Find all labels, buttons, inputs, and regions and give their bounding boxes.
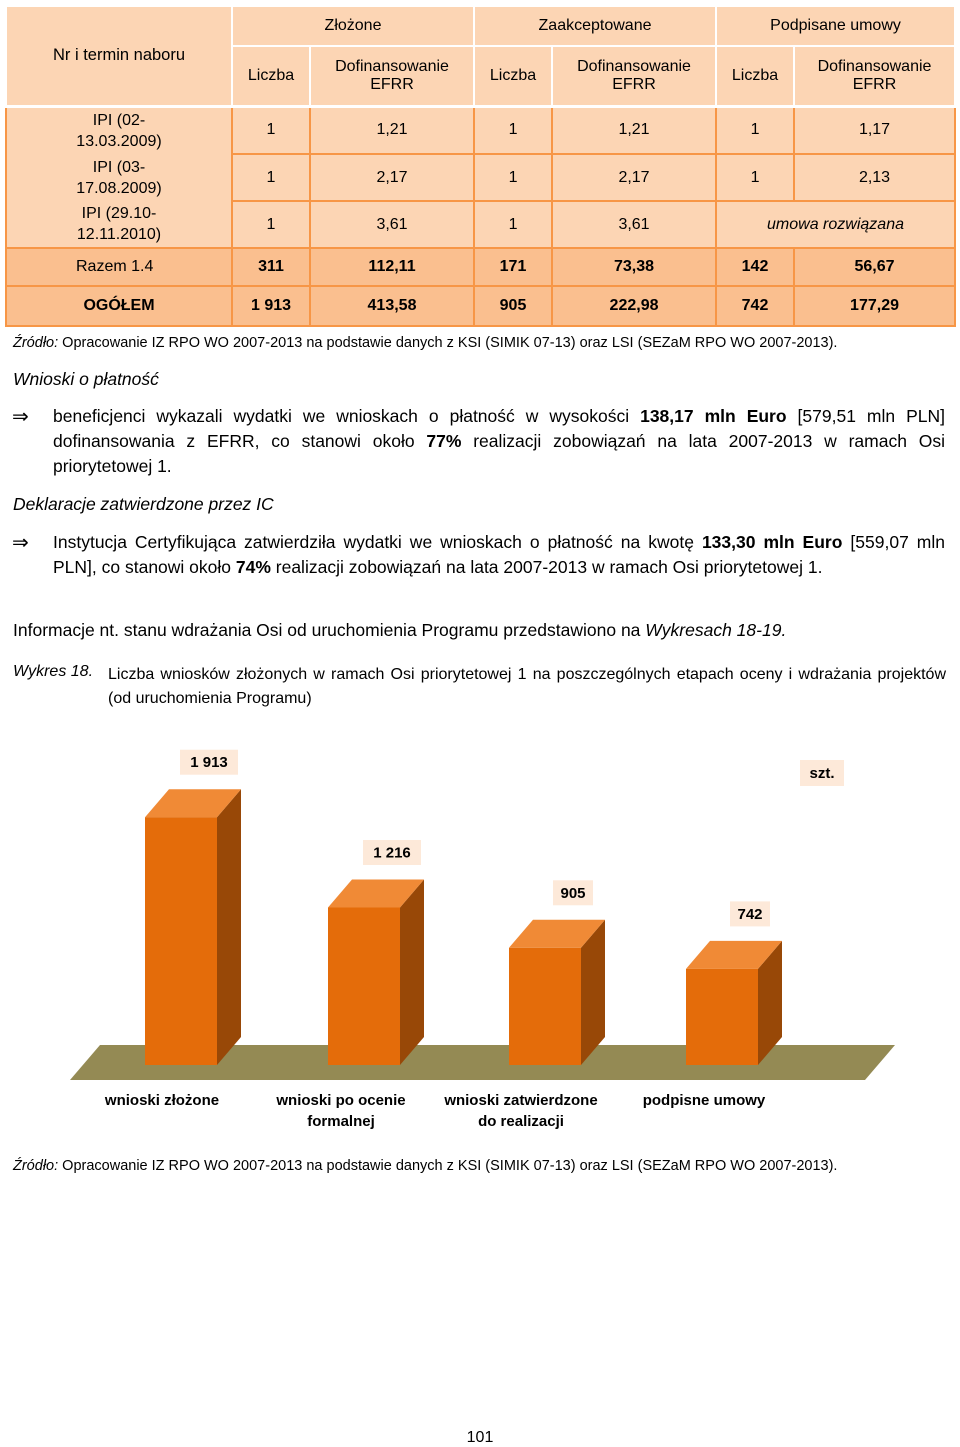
text-span: [559,07 mln PLN], co stanowi około xyxy=(53,532,945,577)
data-label-text: 1 913 xyxy=(190,754,228,772)
row-label: OGÓŁEM xyxy=(6,286,232,326)
bar-chart xyxy=(0,730,960,1170)
header-zaakceptowane: Zaakceptowane xyxy=(474,6,716,46)
table-cell: 112,11 xyxy=(310,248,474,286)
table-cell-merged-note: umowa rozwiązana xyxy=(716,201,955,248)
bold-amount: 138,17 mln Euro xyxy=(640,406,787,426)
data-label-text: 742 xyxy=(737,905,763,923)
header-liczba: Liczba xyxy=(716,46,794,106)
arrow-right-icon: ⇒ xyxy=(12,530,29,554)
table-cell: 1 xyxy=(474,201,552,248)
table-cell: 177,29 xyxy=(794,286,955,326)
table-cell: 3,61 xyxy=(552,201,716,248)
bar-front xyxy=(328,907,400,1065)
header-dofinansowanie: Dofinansowanie EFRR xyxy=(794,46,955,106)
table-cell: 311 xyxy=(232,248,310,286)
table-cell: 1,21 xyxy=(552,106,716,154)
bar-front xyxy=(509,948,581,1065)
bar-side xyxy=(400,879,424,1065)
info-text: Informacje nt. stanu wdrażania Osi od uruchomienia Programu przedstawiono na xyxy=(13,620,646,640)
data-label-text: 905 xyxy=(560,884,586,902)
table-row xyxy=(6,154,955,201)
table-cell: 1 xyxy=(232,201,310,248)
info-line xyxy=(13,620,786,641)
source-prefix: Źródło: xyxy=(13,1158,59,1174)
table-cell: 1,17 xyxy=(794,106,955,154)
header-dofinansowanie: Dofinansowanie EFRR xyxy=(310,46,474,106)
table-cell: 413,58 xyxy=(310,286,474,326)
table-cell: 73,38 xyxy=(552,248,716,286)
table-row xyxy=(6,201,955,248)
source-text: Opracowanie IZ RPO WO 2007-2013 na podstawie danych z KSI (SIMIK 07-13) oraz LSI (SEZaM RPO WO 2007-2013). xyxy=(58,1158,838,1174)
source-prefix: Źródło: xyxy=(13,335,59,351)
table-cell: 171 xyxy=(474,248,552,286)
table-cell: 1 xyxy=(232,154,310,201)
table-cell: 1 xyxy=(474,154,552,201)
bold-percent: 74% xyxy=(235,557,271,577)
bar xyxy=(145,789,241,1065)
source-text: Opracowanie IZ RPO WO 2007-2013 na podstawie danych z KSI (SIMIK 07-13) oraz LSI (SEZaM RPO WO 2007-2013). xyxy=(58,335,838,351)
table-cell: 905 xyxy=(474,286,552,326)
row-label: Razem 1.4 xyxy=(6,248,232,286)
table-cell: 1 xyxy=(716,106,794,154)
bar-front xyxy=(145,817,217,1065)
header-zlozone: Złożone xyxy=(232,6,474,46)
bar xyxy=(686,941,782,1065)
header-liczba: Liczba xyxy=(232,46,310,106)
results-table xyxy=(5,5,956,327)
total-row xyxy=(6,286,955,326)
bar-side xyxy=(217,789,241,1065)
info-reference: Wykresach 18-19. xyxy=(645,620,787,640)
data-label xyxy=(553,880,594,906)
header-liczba: Liczba xyxy=(474,46,552,106)
header-podpisane: Podpisane umowy xyxy=(716,6,955,46)
table-cell: 142 xyxy=(716,248,794,286)
data-label xyxy=(363,839,422,865)
figure-label: Wykres 18. xyxy=(13,663,94,680)
data-label xyxy=(180,749,239,775)
table-cell: 742 xyxy=(716,286,794,326)
text-span: realizacji zobowiązań na lata 2007-2013 w ramach Osi priorytetowej 1. xyxy=(53,431,945,476)
unit-label: szt. xyxy=(809,765,835,782)
paragraph-deklaracje xyxy=(53,530,945,580)
bar xyxy=(328,879,424,1065)
table-row xyxy=(6,106,955,154)
data-label xyxy=(730,901,771,927)
figure-caption: Liczba wniosków złożonych w ramach Osi priorytetowej 1 na poszczególnych etapach oceny i wdrażania projektów (od uruchomienia Programu) xyxy=(108,666,946,707)
table-cell: 2,17 xyxy=(310,154,474,201)
page-number: 101 xyxy=(466,1429,494,1446)
category-label: wnioski po ocenie formalnej xyxy=(276,1092,406,1130)
table-cell: 2,13 xyxy=(794,154,955,201)
table-cell: 1 xyxy=(232,106,310,154)
category-label: podpisne umowy xyxy=(642,1092,766,1109)
bold-amount: 133,30 mln Euro xyxy=(701,532,843,552)
row-label: IPI (29.10-12.11.2010) xyxy=(6,201,232,248)
bar xyxy=(509,920,605,1065)
text-span: beneficjenci wykazali wydatki we wnioskach o płatność w wysokości xyxy=(53,406,641,426)
arrow-right-icon: ⇒ xyxy=(12,404,29,428)
table-cell: 1 xyxy=(474,106,552,154)
data-label-text: 1 216 xyxy=(373,844,411,862)
table-source-note xyxy=(13,335,837,351)
row-label: IPI (02-13.03.2009) xyxy=(6,106,232,154)
table-cell: 3,61 xyxy=(310,201,474,248)
table-cell: 2,17 xyxy=(552,154,716,201)
row-label: IPI (03-17.08.2009) xyxy=(6,154,232,201)
paragraph-wnioski xyxy=(53,404,945,479)
header-dofinansowanie: Dofinansowanie EFRR xyxy=(552,46,716,106)
table-cell: 1,21 xyxy=(310,106,474,154)
text-span: [579,51 mln PLN] dofinansowania z EFRR, co stanowi około xyxy=(53,406,945,451)
category-label: wnioski zatwierdzone do realizacji xyxy=(444,1092,598,1130)
text-span: Instytucja Certyfikująca zatwierdziła wydatki we wnioskach o płatność na kwotę xyxy=(53,532,702,552)
section-heading-deklaracje: Deklaracje zatwierdzone przez IC xyxy=(13,494,274,514)
table-cell: 1 xyxy=(716,154,794,201)
section-heading-wnioski: Wnioski o płatność xyxy=(13,369,159,389)
table-cell: 56,67 xyxy=(794,248,955,286)
sum-row xyxy=(6,248,955,286)
table-cell: 1 913 xyxy=(232,286,310,326)
header-nr-termin: Nr i termin naboru xyxy=(6,6,232,106)
category-label: wnioski złożone xyxy=(104,1092,220,1109)
table-cell: 222,98 xyxy=(552,286,716,326)
bold-percent: 77% xyxy=(426,431,462,451)
text-span: realizacji zobowiązań na lata 2007-2013 w ramach Osi priorytetowej 1. xyxy=(270,557,823,577)
chart-source-note xyxy=(13,1158,837,1174)
bar-front xyxy=(686,969,758,1065)
